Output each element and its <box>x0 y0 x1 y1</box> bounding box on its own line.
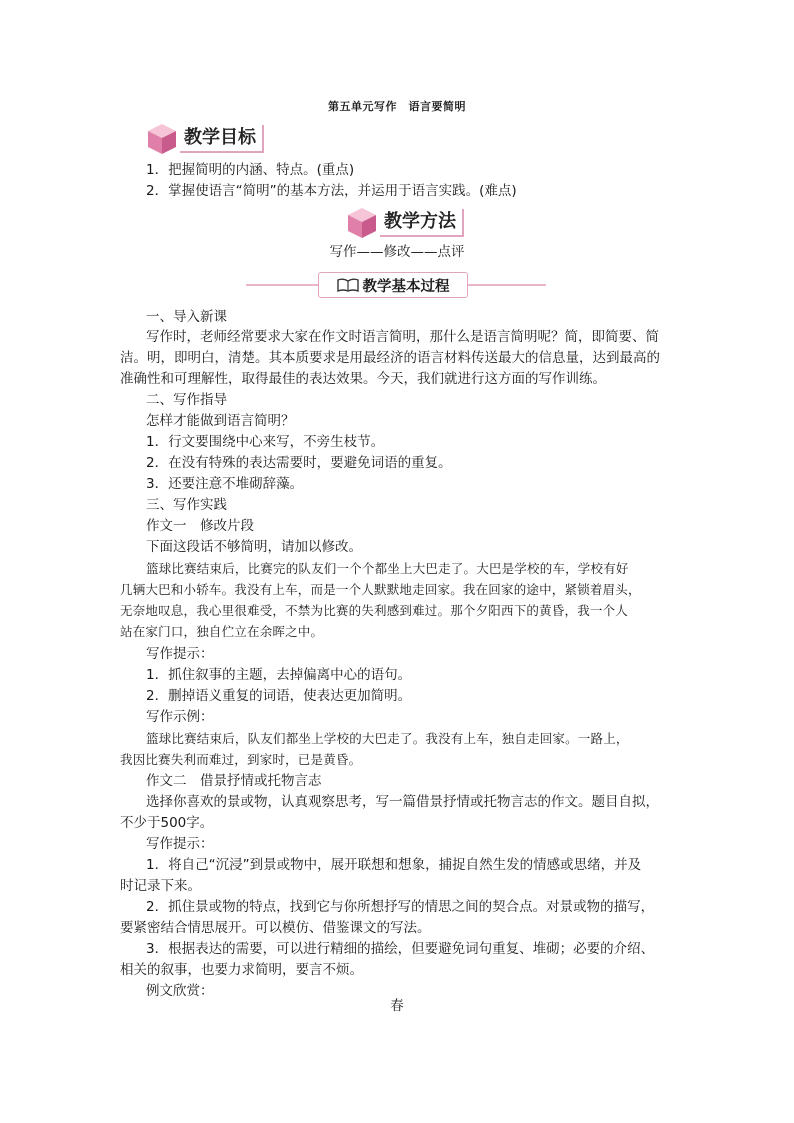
paragraph-line: 写作时，老师经常要求大家在作文时语言简明，那什么是语言简明呢？简，即简要、简 <box>146 329 659 345</box>
paragraph-line: 下面这段话不够简明，请加以修改。 <box>146 539 362 555</box>
list-item: 3．还要注意不堆砌辞藻。 <box>146 476 304 492</box>
paragraph-line: 例文欣赏： <box>146 983 214 999</box>
process-label <box>318 272 468 298</box>
paragraph-line: 写作提示： <box>146 836 214 852</box>
methods-heading <box>346 206 464 240</box>
quoted-line: 我因比赛失利而难过，到家时，已是黄昏。 <box>120 752 362 767</box>
paragraph-line: 选择你喜欢的景或物，认真观察思考，写一篇借景抒情或托物言志的作文。题目自拟， <box>146 794 659 810</box>
list-item: 1．将自己“沉浸”到景或物中，展开联想和想象，捕捉自然生发的情感或思绪，并及 <box>146 857 642 873</box>
quoted-line: 无奈地叹息，我心里很难受，不禁为比赛的失利感到难过。那个夕阳西下的黄昏，我一个人 <box>120 603 629 618</box>
divider-right <box>468 284 546 286</box>
paragraph-line: 不少于500字。 <box>120 815 214 831</box>
open-book-icon <box>337 278 359 292</box>
paragraph-line: 准确性和可理解性，取得最佳的表达效果。今天，我们就进行这方面的写作训练。 <box>120 371 606 387</box>
cube-icon <box>146 122 178 156</box>
list-item: 2．抓住景或物的特点，找到它与你所想抒写的情思之间的契合点。对景或物的描写， <box>146 899 655 915</box>
list-item: 1．抓住叙事的主题，去掉偏离中心的语句。 <box>146 667 412 683</box>
paragraph-line: 洁。明，即明白，清楚。其本质要求是用最经济的语言材料传送最大的信息量，达到最高的 <box>120 350 660 366</box>
methods-title: 教学方法 <box>380 209 464 237</box>
list-item: 2．删掉语义重复的词语，使表达更加简明。 <box>146 688 412 704</box>
methods-text: 写作——修改——点评 <box>329 244 465 260</box>
section-heading: 二、写作指导 <box>146 392 227 408</box>
quoted-line: 站在家门口，独自伫立在余晖之中。 <box>120 624 324 639</box>
running-header: 第五单元写作 语言要简明 <box>328 100 466 113</box>
process-heading <box>246 272 546 298</box>
objectives-heading <box>146 122 264 156</box>
paragraph-line: 写作示例： <box>146 709 214 725</box>
objective-item: 2．掌握使语言“简明”的基本方法，并运用于语言实践。(难点) <box>146 183 517 199</box>
objective-item: 1．把握简明的内涵、特点。(重点) <box>146 162 355 178</box>
list-item: 2．在没有特殊的表达需要时，要避免词语的重复。 <box>146 455 452 471</box>
paragraph-line: 相关的叙事，也要力求简明，要言不烦。 <box>120 962 363 978</box>
objectives-title: 教学目标 <box>180 125 264 153</box>
example-title: 春 <box>390 998 404 1014</box>
quoted-line: 几辆大巴和小轿车。我没有上车，而是一个人默默地走回家。我在回家的途中，紧锁着眉头， <box>120 582 641 597</box>
process-title: 教学基本过程 <box>362 278 450 295</box>
list-item: 3．根据表达的需要，可以进行精细的描绘，但要避免词句重复、堆砌；必要的介绍、 <box>146 941 655 957</box>
list-item: 1．行文要围绕中心来写，不旁生枝节。 <box>146 434 385 450</box>
section-heading: 一、导入新课 <box>146 309 227 325</box>
paragraph-line: 时记录下来。 <box>120 878 201 894</box>
divider-left <box>246 284 318 286</box>
quoted-line: 篮球比赛结束后，队友们都坐上学校的大巴走了。我没有上车，独自走回家。一路上， <box>146 731 629 746</box>
subsection-heading: 作文二 借景抒情或托物言志 <box>146 773 322 789</box>
cube-icon <box>346 206 378 240</box>
paragraph-line: 怎样才能做到语言简明？ <box>146 413 295 429</box>
paragraph-line: 要紧密结合情思展开。可以模仿、借鉴课文的写法。 <box>120 920 431 936</box>
subsection-heading: 作文一 修改片段 <box>146 518 254 534</box>
paragraph-line: 写作提示： <box>146 646 214 662</box>
quoted-line: 篮球比赛结束后，比赛完的队友们一个个都坐上大巴走了。大巴是学校的车，学校有好 <box>146 561 629 576</box>
section-heading: 三、写作实践 <box>146 497 227 513</box>
